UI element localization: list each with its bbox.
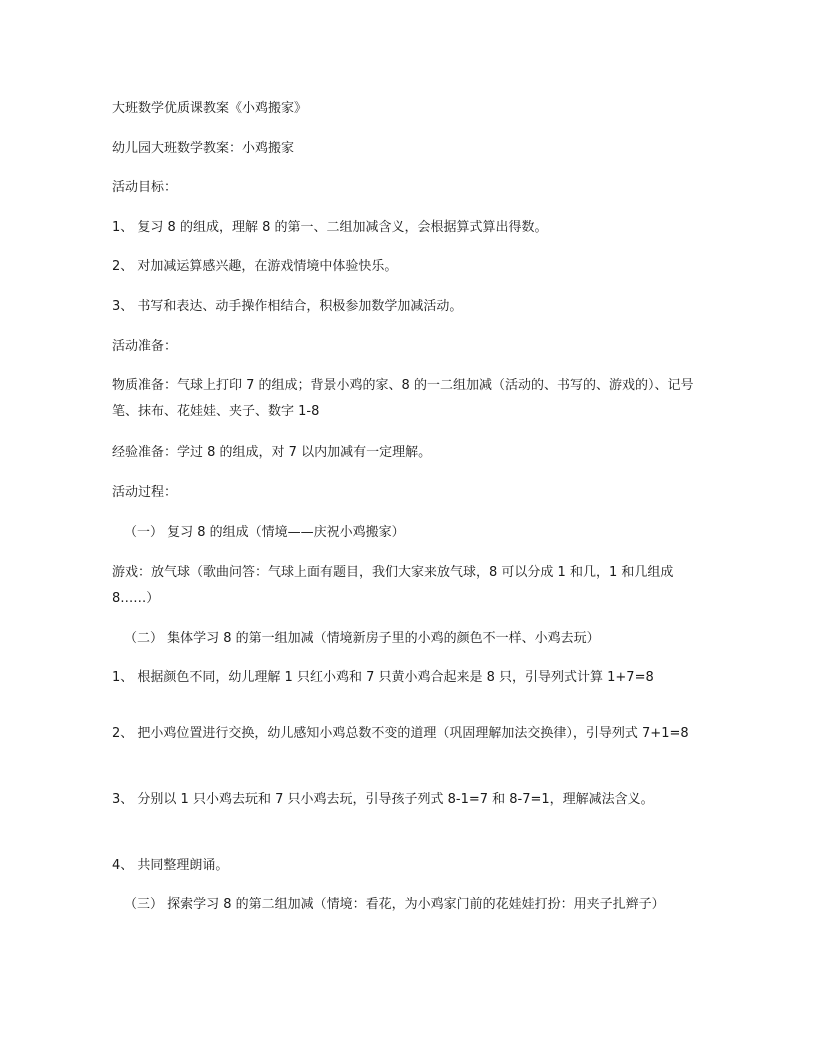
goal-item-3: 3、 书写和表达、动手操作相结合，积极参加数学加减活动。 [112,299,463,314]
prep-heading: 活动准备： [112,339,178,354]
part2-title: （二） 集体学习 8 的第一组加减（情境新房子里的小鸡的颜色不一样、小鸡去玩） [124,631,600,646]
goal-item-2: 2、 对加减运算感兴趣，在游戏情境中体验快乐。 [112,259,398,274]
part2-step-1: 1、 根据颜色不同，幼儿理解 1 只红小鸡和 7 只黄小鸡合起来是 8 只，引导列式计算 1+7=8 [112,670,654,685]
process-heading: 活动过程： [112,485,178,500]
part1-game: 游戏：放气球（歌曲问答：气球上面有题目，我们大家来放气球，8 可以分成 1 和几，1 和几组成 8……） [112,565,674,606]
goals-heading: 活动目标： [112,180,178,195]
document-subtitle: 幼儿园大班数学教案：小鸡搬家 [112,141,295,156]
prep-material: 物质准备：气球上打印 7 的组成；背景小鸡的家、8 的一二组加减（活动的、书写的、游戏的）、记号笔、抹布、花娃娃、夹子、数字 1-8 [112,378,694,419]
prep-experience: 经验准备：学过 8 的组成，对 7 以内加减有一定理解。 [112,445,432,460]
part1-title: （一） 复习 8 的组成（情境——庆祝小鸡搬家） [124,525,405,540]
part3-title: （三） 探索学习 8 的第二组加减（情境：看花，为小鸡家门前的花娃娃打扮：用夹子扎辫子） [124,897,665,912]
part2-step-4: 4、 共同整理朗诵。 [112,858,229,873]
document-title: 大班数学优质课教案《小鸡搬家》 [112,101,308,116]
part2-step-3: 3、 分别以 1 只小鸡去玩和 7 只小鸡去玩，引导孩子列式 8-1=7 和 8-7=1，理解减法含义。 [112,792,654,807]
part2-step-2: 2、 把小鸡位置进行交换，幼儿感知小鸡总数不变的道理（巩固理解加法交换律），引导列式 7+1=8 [112,726,689,741]
goal-item-1: 1、 复习 8 的组成，理解 8 的第一、二组加减含义，会根据算式算出得数。 [112,220,548,235]
